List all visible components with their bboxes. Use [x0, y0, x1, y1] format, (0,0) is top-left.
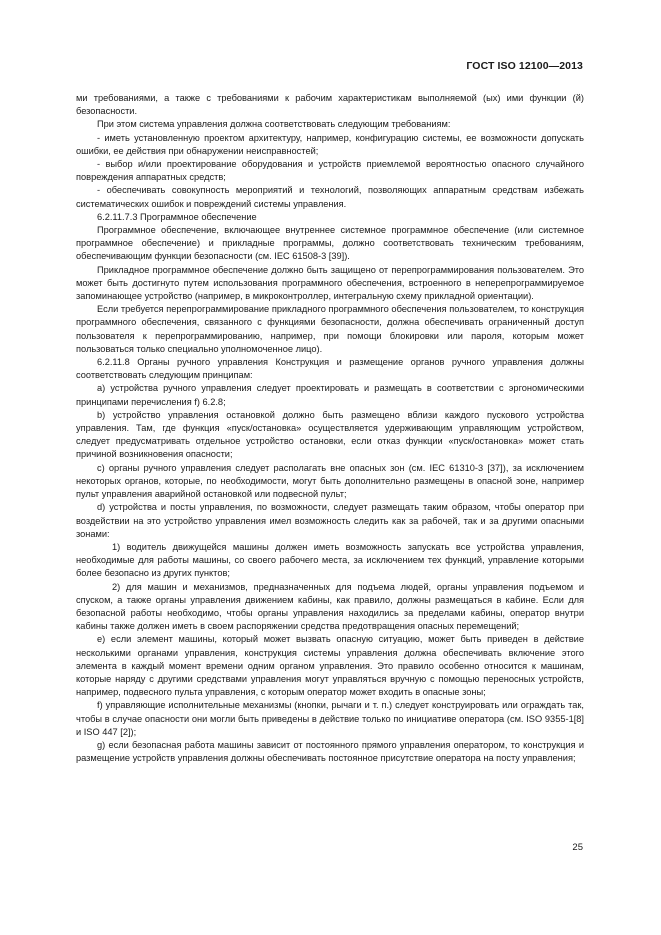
list-item: a) устройства ручного управления следует проектировать и размещать в соответствии с эргономическими принципами перечисления f) 6.2.8;	[76, 383, 584, 407]
paragraph: ми требованиями, а также с требованиями к рабочим характеристикам выполняемой (ых) ими функции (й) безопасности.	[76, 93, 584, 117]
list-item: f) управляющие исполнительные механизмы (кнопки, рычаги и т. п.) следует конструировать или ограждать так, чтобы в случае опасности они могли быть приведены в действие только по инициативе оператора (см. ISO 9355-1[8] и ISO 447 [2]);	[76, 700, 584, 737]
standard-header: ГОСТ ISO 12100—2013	[466, 60, 583, 72]
paragraph: Если требуется перепрограммирование прикладного программного обеспечения пользователем, то конструкция программного обеспечения, связанного с функциями безопасности, должна обеспечивать ограниченный доступ пользователя к перепрограммированию, например, при помощи блокировки или пароля, которым может пользоваться только специально уполномоченное лицо).	[76, 304, 584, 354]
list-item: - иметь установленную проектом архитектуру, например, конфигурацию системы, ее возможности допускать ошибки, ее действия при обнаружении неисправностей;	[76, 132, 584, 156]
paragraph: Прикладное программное обеспечение должно быть защищено от перепрограммирования пользователем. Это может быть достигнуто путем использования программного обеспечения, встроенного в неперепрограммируемое запоминающее устройство (например, в микроконтроллер, интегральную схему прикладной ориентации).	[76, 264, 584, 302]
list-item: e) если элемент машины, который может вызвать опасную ситуацию, может быть приведен в действие несколькими органами управления, конструкция системы управления должна обеспечивать включение этого элемента в каждый момент времени одним органом управления. Это правило особенно относится к машинам, которые наряду с другими средствами управления могут управляться вручную с помощью переносных устройств, например, подвесного пульта управления, с которым оператор может входить в опасные зоны;	[76, 634, 584, 698]
paragraph: При этом система управления должна соответствовать следующим требованиям:	[97, 119, 451, 130]
section-heading: 6.2.11.8 Органы ручного управления Конструкция и размещение органов ручного управления должны соответствовать следующим принципам:	[76, 357, 584, 381]
list-item: d) устройства и посты управления, по возможности, следует размещать таким образом, чтобы оператор при воздействии на это устройство управления имел возможность следить как за рабочей, так и за другими опасными зонами:	[76, 502, 584, 539]
list-item: b) устройство управления остановкой должно быть размещено вблизи каждого пускового устройства управления. Там, где функция «пуск/остановка» осуществляется удерживающим управляющим устройством, следует предусматривать отдельное устройство остановки, если отказ функции «пуск/остановка» может стать причиной возникновения опасности;	[76, 409, 584, 460]
page-number: 25	[572, 842, 583, 853]
sub-list-item: 1) водитель движущейся машины должен иметь возможность запускать все устройства управления, необходимые для работы машины, со своего рабочего места, за исключением тех функций, управление которыми более безопасно из других пунктов;	[76, 541, 584, 579]
list-item: - выбор и/или проектирование оборудования и устройств приемлемой вероятностью опасного случайного повреждения аппаратных средств;	[76, 159, 584, 183]
list-item: g) если безопасная работа машины зависит от постоянного прямого управления оператором, то конструкция и размещение устройств управления должны обеспечивать постоянное присутствие оператора на посту управления;	[76, 739, 584, 764]
list-item: c) органы ручного управления следует располагать вне опасных зон (см. IEC 61310-3 [37]), за исключением некоторых органов, которые, по необходимости, могут быть дополнительно размещены в опасной зоне, например пульт управления аварийной остановкой или подвесной пульт;	[76, 462, 584, 500]
section-heading: 6.2.11.7.3 Программное обеспечение	[97, 211, 257, 222]
sub-list-item: 2) для машин и механизмов, предназначенных для подъема людей, органы управления подъемом и спуском, а также органы управления движением кабины, как правило, должны размещаться в кабине. Если для безопасной работы необходимо, чтобы органы управления находились за пределами кабины, оператор внутри кабины также должен иметь в своем распоряжении средства предотвращения опасных перемещений;	[76, 581, 584, 632]
list-item: - обеспечивать совокупность мероприятий и технологий, позволяющих аппаратным средствам избежать систематических ошибок и повреждений системы управления.	[76, 185, 584, 209]
paragraph: Программное обеспечение, включающее внутреннее системное программное обеспечение (или системное программное обеспечение) и прикладные программы, должно соответствовать техническим требованиям, обеспечивающим функции безопасности (см. IEC 61508-3 [39]).	[76, 225, 584, 262]
body-text	[76, 92, 584, 765]
